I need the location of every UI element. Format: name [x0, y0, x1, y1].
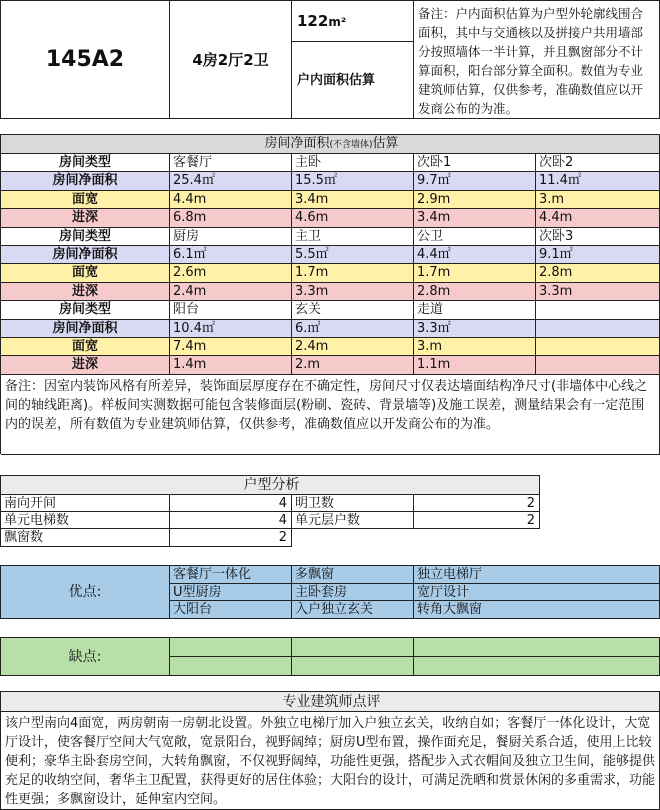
room-area-label: 房间净面积 [1, 246, 170, 264]
room-depth-cell: 3.3m [292, 283, 414, 301]
room-depth-cell: 4.4m [536, 209, 660, 227]
analysis-label-units: 单元层户数 [292, 512, 414, 529]
pros-label: 优点: [1, 566, 170, 619]
pros-item: 客餐厅一体化 [170, 566, 292, 584]
analysis-value-south: 4 [170, 495, 292, 512]
room-width-cell: 2.4m [292, 338, 414, 356]
pros-item: 主卧套房 [292, 584, 414, 601]
room-type-cell [536, 301, 660, 319]
area-label: 户内面积估算 [292, 42, 414, 119]
room-depth-cell: 2.m [292, 356, 414, 374]
cons-cell-6 [414, 657, 660, 676]
pros-item: 入户独立玄关 [292, 601, 414, 619]
room-depth-cell: 6.8m [170, 209, 292, 227]
analysis-value-units: 2 [414, 512, 540, 529]
room-width-cell: 1.7m [414, 264, 536, 282]
room-width-label: 面宽 [1, 264, 170, 282]
cons-cell-2 [292, 638, 414, 657]
pros-item: 独立电梯厅 [414, 566, 660, 584]
room-depth-label: 进深 [1, 209, 170, 227]
room-width-label: 面宽 [1, 191, 170, 209]
cons-cell-1 [170, 638, 292, 657]
room-width-cell: 2.6m [170, 264, 292, 282]
room-depth-label: 进深 [1, 356, 170, 374]
room-area-cell [536, 320, 660, 338]
analysis-table [0, 475, 540, 547]
room-width-cell: 2.9m [414, 191, 536, 209]
rooms-note: 备注：因室内装饰风格有所差异，装饰面层厚度存在不确定性，房间尺寸仅表达墙面结构净尺寸(非墙体中心线之间的轴线距离)。样板间实测数据可能包含装修面层(粉刷、瓷砖、背景墙等)及施工误差，测量结果会有一定范围内的误差，所有数值为专业建筑师估算，仅供参考，准确数值应以开发商公布的为准。 [1, 375, 660, 455]
room-type-cell: 主卧 [292, 154, 414, 172]
room-type-cell: 主卫 [292, 228, 414, 246]
pros-item: 转角大飘窗 [414, 601, 660, 619]
room-width-label: 面宽 [1, 338, 170, 356]
room-type-cell: 阳台 [170, 301, 292, 319]
cons-label: 缺点: [1, 638, 170, 676]
pros-table [0, 565, 660, 619]
room-area-cell: 25.4㎡ [170, 172, 292, 190]
pros-item: 大阳台 [170, 601, 292, 619]
room-type-label: 房间类型 [1, 228, 170, 246]
header-block [0, 0, 660, 119]
unit-layout: 4房2厅2卫 [170, 1, 292, 119]
room-area-label: 房间净面积 [1, 320, 170, 338]
analysis-label-baywin: 飘窗数 [1, 529, 170, 547]
room-type-cell: 次卧1 [414, 154, 536, 172]
analysis-label-south: 南向开间 [1, 495, 170, 512]
unit-code: 145A2 [1, 1, 170, 119]
room-depth-cell: 4.6m [292, 209, 414, 227]
room-width-cell: 7.4m [170, 338, 292, 356]
cons-cell-5 [292, 657, 414, 676]
room-area-label: 房间净面积 [1, 172, 170, 190]
room-type-cell: 次卧2 [536, 154, 660, 172]
rooms-title-main: 房间净面积 [264, 136, 330, 151]
rooms-title [1, 135, 660, 154]
room-width-cell: 3.m [536, 191, 660, 209]
pros-item: 多飘窗 [292, 566, 414, 584]
room-area-cell: 3.3㎡ [414, 320, 536, 338]
room-area-cell: 4.4㎡ [414, 246, 536, 264]
cons-table [0, 637, 660, 676]
room-type-cell: 走道 [414, 301, 536, 319]
room-type-cell: 玄关 [292, 301, 414, 319]
analysis-value-baywin: 2 [170, 529, 292, 547]
room-type-cell: 次卧3 [536, 228, 660, 246]
room-depth-cell: 2.4m [170, 283, 292, 301]
area-note: 备注：户内面积估算为户型外轮廓线围合面积，其中与交通核以及拼接户共用墙部分按照墙体一半计算，并且飘窗部分不计算面积，阳台部分算全面积。数值为专业建筑师估算，仅供参考，准确数值应以开发商公布的为准。 [414, 1, 660, 119]
room-width-cell: 3.m [414, 338, 536, 356]
rooms-title-small: (不含墙体) [329, 140, 373, 150]
room-width-cell [536, 338, 660, 356]
room-width-cell: 1.7m [292, 264, 414, 282]
room-width-cell: 2.8m [536, 264, 660, 282]
area-unit: m² [328, 15, 347, 29]
room-width-cell: 3.4m [292, 191, 414, 209]
room-depth-label: 进深 [1, 283, 170, 301]
analysis-label-bath: 明卫数 [292, 495, 414, 512]
room-type-label: 房间类型 [1, 301, 170, 319]
room-depth-cell: 3.4m [414, 209, 536, 227]
analysis-label-elevator: 单元电梯数 [1, 512, 170, 529]
analysis-value-bath: 2 [414, 495, 540, 512]
review-text: 该户型南向4面宽，两房朝南一房朝北设置。外独立电梯厅加入户独立玄关，收纳自如；客餐厅一体化设计，大宽厅设计，使客餐厅空间大气宽敞，宽景阳台，视野阔绰；厨房U型布置，操作面充足，餐厨关系合适，使用上比较便利；豪华主卧套房空间，大转角飘窗，不仅视野阔绰，功能性更强，搭配步入式衣帽间及独立卫生间，能够提供充足的收纳空间，奢华主卫配置，获得更好的居住体验；大阳台的设计，可满足洗晒和赏景休闲的多重需求，功能性更强；多飘窗设计，延伸室内空间。 [1, 712, 660, 810]
room-depth-cell: 1.1m [414, 356, 536, 374]
review-block [0, 691, 660, 810]
room-area-cell: 6.1㎡ [170, 246, 292, 264]
cons-cell-4 [170, 657, 292, 676]
room-type-cell: 客餐厅 [170, 154, 292, 172]
area-value [292, 1, 414, 42]
room-area-cell: 10.4㎡ [170, 320, 292, 338]
room-area-cell: 9.1㎡ [536, 246, 660, 264]
room-depth-cell: 1.4m [170, 356, 292, 374]
room-type-label: 房间类型 [1, 154, 170, 172]
room-width-cell: 4.4m [170, 191, 292, 209]
pros-item: U型厨房 [170, 584, 292, 601]
room-depth-cell: 3.3m [536, 283, 660, 301]
room-area-cell: 9.7㎡ [414, 172, 536, 190]
area-number: 122 [297, 12, 329, 30]
room-area-cell: 5.5㎡ [292, 246, 414, 264]
room-area-cell: 15.5㎡ [292, 172, 414, 190]
rooms-title-suffix: 估算 [372, 136, 399, 151]
room-area-cell: 11.4㎡ [536, 172, 660, 190]
cons-cell-3 [414, 638, 660, 657]
review-title: 专业建筑师点评 [1, 692, 660, 712]
room-type-cell: 厨房 [170, 228, 292, 246]
rooms-table [0, 134, 660, 454]
room-area-cell: 6.㎡ [292, 320, 414, 338]
analysis-value-elevator: 4 [170, 512, 292, 529]
room-type-cell: 公卫 [414, 228, 536, 246]
room-depth-cell: 2.8m [414, 283, 536, 301]
analysis-title: 户型分析 [1, 476, 540, 495]
room-depth-cell [536, 356, 660, 374]
pros-item: 宽厅设计 [414, 584, 660, 601]
